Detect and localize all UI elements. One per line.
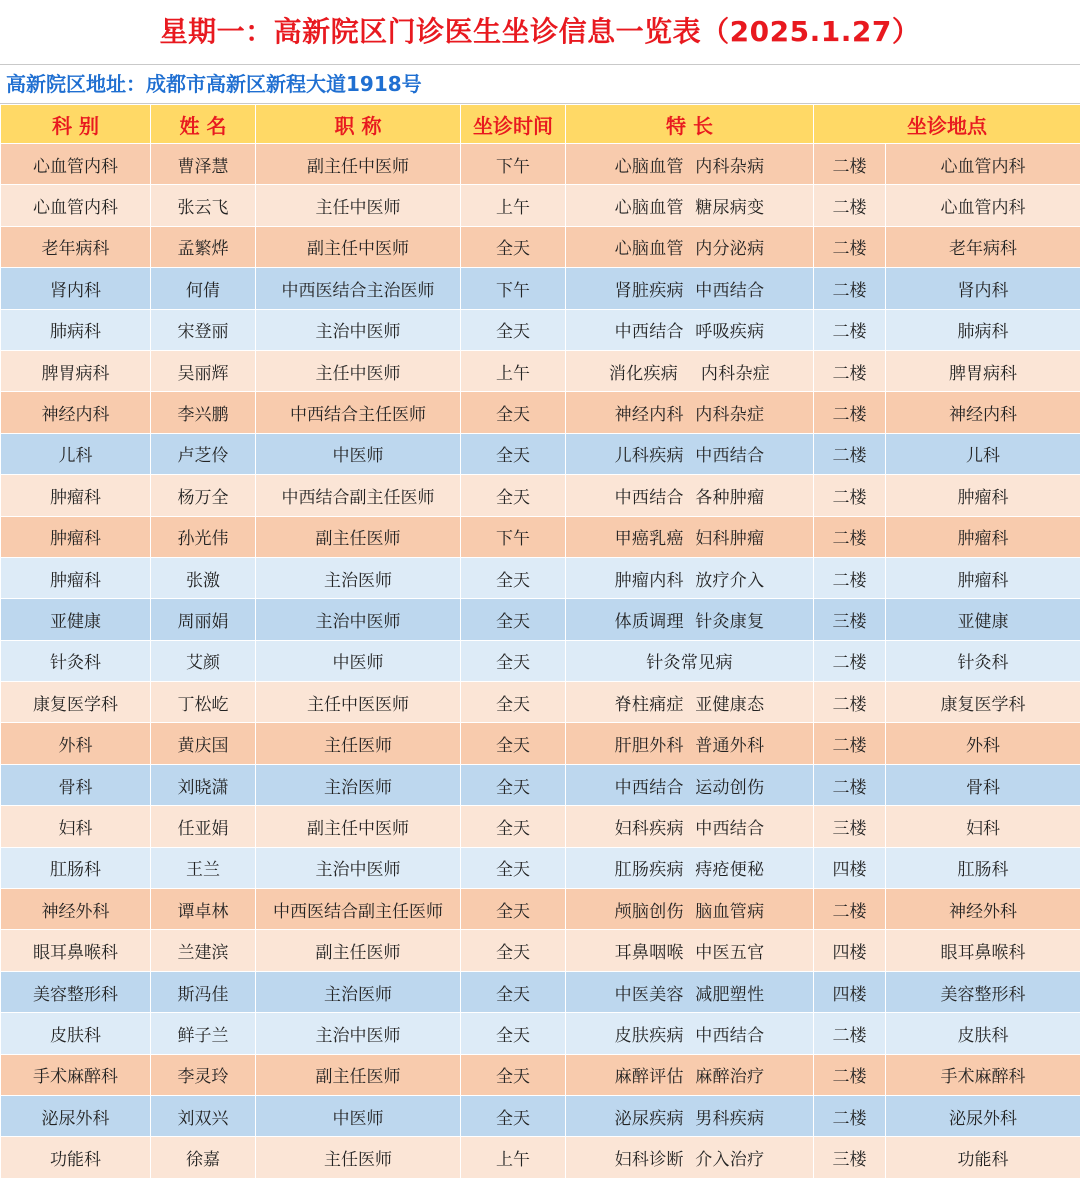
cell-dept: 儿科 xyxy=(1,433,151,474)
table-row xyxy=(1,226,1080,267)
header-title: 职 称 xyxy=(256,105,461,144)
cell-title: 主任中医师 xyxy=(256,185,461,226)
table-row xyxy=(1,1095,1080,1136)
cell-dept: 老年病科 xyxy=(1,226,151,267)
cell-doctor-name: 鲜子兰 xyxy=(151,1013,256,1054)
cell-title: 中医师 xyxy=(256,433,461,474)
cell-doctor-name: 周丽娟 xyxy=(151,599,256,640)
cell-specialty: 肝胆外科 普通外科 xyxy=(566,723,814,764)
cell-doctor-name: 刘双兴 xyxy=(151,1095,256,1136)
cell-doctor-name: 何倩 xyxy=(151,268,256,309)
table-row xyxy=(1,1013,1080,1054)
cell-specialty: 中西结合 各种肿瘤 xyxy=(566,475,814,516)
doctor-schedule-table xyxy=(0,104,1080,1179)
table-row xyxy=(1,764,1080,805)
cell-doctor-name: 孟繁烨 xyxy=(151,226,256,267)
cell-room: 神经外科 xyxy=(886,889,1080,930)
cell-room: 儿科 xyxy=(886,433,1080,474)
cell-dept: 骨科 xyxy=(1,764,151,805)
cell-doctor-name: 谭卓林 xyxy=(151,889,256,930)
cell-specialty: 心脑血管 糖尿病变 xyxy=(566,185,814,226)
cell-specialty: 泌尿疾病 男科疾病 xyxy=(566,1095,814,1136)
header-location: 坐诊地点 xyxy=(814,105,1080,144)
cell-dept: 神经外科 xyxy=(1,889,151,930)
cell-specialty: 中西结合 呼吸疾病 xyxy=(566,309,814,350)
cell-room: 外科 xyxy=(886,723,1080,764)
header-specialty: 特 长 xyxy=(566,105,814,144)
cell-specialty: 妇科诊断 介入治疗 xyxy=(566,1137,814,1178)
cell-room: 肺病科 xyxy=(886,309,1080,350)
cell-dept: 康复医学科 xyxy=(1,682,151,723)
cell-time: 全天 xyxy=(461,226,566,267)
cell-room: 肿瘤科 xyxy=(886,475,1080,516)
cell-title: 主治中医师 xyxy=(256,1013,461,1054)
cell-dept: 功能科 xyxy=(1,1137,151,1178)
cell-time: 全天 xyxy=(461,847,566,888)
cell-title: 主治医师 xyxy=(256,971,461,1012)
cell-room: 皮肤科 xyxy=(886,1013,1080,1054)
cell-room: 肛肠科 xyxy=(886,847,1080,888)
cell-title: 副主任中医师 xyxy=(256,144,461,185)
cell-floor: 二楼 xyxy=(814,185,886,226)
cell-time: 全天 xyxy=(461,640,566,681)
cell-time: 全天 xyxy=(461,392,566,433)
cell-floor: 三楼 xyxy=(814,806,886,847)
cell-title: 副主任中医师 xyxy=(256,806,461,847)
cell-dept: 美容整形科 xyxy=(1,971,151,1012)
table-row xyxy=(1,847,1080,888)
cell-floor: 四楼 xyxy=(814,930,886,971)
cell-title: 副主任医师 xyxy=(256,516,461,557)
cell-room: 康复医学科 xyxy=(886,682,1080,723)
cell-room: 美容整形科 xyxy=(886,971,1080,1012)
table-row xyxy=(1,930,1080,971)
table-row xyxy=(1,682,1080,723)
cell-title: 副主任中医师 xyxy=(256,226,461,267)
cell-floor: 二楼 xyxy=(814,1054,886,1095)
cell-time: 下午 xyxy=(461,268,566,309)
cell-time: 上午 xyxy=(461,350,566,391)
cell-specialty: 耳鼻咽喉 中医五官 xyxy=(566,930,814,971)
cell-specialty: 脊柱痛症 亚健康态 xyxy=(566,682,814,723)
cell-floor: 二楼 xyxy=(814,723,886,764)
cell-room: 妇科 xyxy=(886,806,1080,847)
cell-dept: 心血管内科 xyxy=(1,185,151,226)
cell-doctor-name: 张激 xyxy=(151,557,256,598)
cell-doctor-name: 王兰 xyxy=(151,847,256,888)
cell-doctor-name: 任亚娟 xyxy=(151,806,256,847)
cell-doctor-name: 卢芝伶 xyxy=(151,433,256,474)
cell-room: 老年病科 xyxy=(886,226,1080,267)
table-row xyxy=(1,971,1080,1012)
cell-specialty: 中医美容 减肥塑性 xyxy=(566,971,814,1012)
cell-dept: 针灸科 xyxy=(1,640,151,681)
cell-dept: 亚健康 xyxy=(1,599,151,640)
header-time: 坐诊时间 xyxy=(461,105,566,144)
cell-doctor-name: 黄庆国 xyxy=(151,723,256,764)
cell-time: 全天 xyxy=(461,433,566,474)
cell-time: 全天 xyxy=(461,971,566,1012)
cell-time: 全天 xyxy=(461,599,566,640)
cell-specialty: 心脑血管 内分泌病 xyxy=(566,226,814,267)
cell-room: 脾胃病科 xyxy=(886,350,1080,391)
cell-dept: 眼耳鼻喉科 xyxy=(1,930,151,971)
cell-floor: 二楼 xyxy=(814,640,886,681)
cell-time: 下午 xyxy=(461,516,566,557)
table-row xyxy=(1,268,1080,309)
cell-room: 肿瘤科 xyxy=(886,516,1080,557)
cell-specialty: 体质调理 针灸康复 xyxy=(566,599,814,640)
cell-time: 下午 xyxy=(461,144,566,185)
cell-title: 主任医师 xyxy=(256,1137,461,1178)
cell-dept: 脾胃病科 xyxy=(1,350,151,391)
cell-time: 全天 xyxy=(461,1013,566,1054)
cell-dept: 肿瘤科 xyxy=(1,557,151,598)
table-header-row xyxy=(1,105,1080,144)
cell-floor: 二楼 xyxy=(814,764,886,805)
cell-title: 主治中医师 xyxy=(256,309,461,350)
cell-room: 泌尿外科 xyxy=(886,1095,1080,1136)
cell-time: 全天 xyxy=(461,475,566,516)
cell-specialty: 颅脑创伤 脑血管病 xyxy=(566,889,814,930)
table-row xyxy=(1,516,1080,557)
cell-room: 肾内科 xyxy=(886,268,1080,309)
cell-specialty: 心脑血管 内科杂病 xyxy=(566,144,814,185)
cell-doctor-name: 宋登丽 xyxy=(151,309,256,350)
cell-dept: 肛肠科 xyxy=(1,847,151,888)
table-row xyxy=(1,557,1080,598)
cell-specialty: 妇科疾病 中西结合 xyxy=(566,806,814,847)
table-row xyxy=(1,144,1080,185)
cell-time: 全天 xyxy=(461,309,566,350)
cell-floor: 二楼 xyxy=(814,144,886,185)
table-row xyxy=(1,806,1080,847)
cell-room: 手术麻醉科 xyxy=(886,1054,1080,1095)
cell-floor: 二楼 xyxy=(814,516,886,557)
cell-floor: 二楼 xyxy=(814,433,886,474)
cell-time: 全天 xyxy=(461,806,566,847)
cell-dept: 肿瘤科 xyxy=(1,475,151,516)
cell-specialty: 甲癌乳癌 妇科肿瘤 xyxy=(566,516,814,557)
cell-doctor-name: 李灵玲 xyxy=(151,1054,256,1095)
cell-floor: 二楼 xyxy=(814,309,886,350)
cell-room: 神经内科 xyxy=(886,392,1080,433)
cell-doctor-name: 刘晓潇 xyxy=(151,764,256,805)
cell-room: 肿瘤科 xyxy=(886,557,1080,598)
table-row xyxy=(1,1054,1080,1095)
cell-specialty: 肛肠疾病 痔疮便秘 xyxy=(566,847,814,888)
table-row xyxy=(1,392,1080,433)
cell-doctor-name: 杨万全 xyxy=(151,475,256,516)
cell-room: 针灸科 xyxy=(886,640,1080,681)
cell-dept: 皮肤科 xyxy=(1,1013,151,1054)
cell-doctor-name: 斯冯佳 xyxy=(151,971,256,1012)
cell-specialty: 针灸常见病 xyxy=(566,640,814,681)
cell-floor: 二楼 xyxy=(814,268,886,309)
cell-dept: 心血管内科 xyxy=(1,144,151,185)
table-row xyxy=(1,350,1080,391)
page-title: 星期一：高新院区门诊医生坐诊信息一览表（2025.1.27） xyxy=(0,0,1080,65)
cell-doctor-name: 徐嘉 xyxy=(151,1137,256,1178)
cell-dept: 肺病科 xyxy=(1,309,151,350)
cell-room: 心血管内科 xyxy=(886,144,1080,185)
cell-specialty: 儿科疾病 中西结合 xyxy=(566,433,814,474)
header-dept: 科 别 xyxy=(1,105,151,144)
cell-title: 中医师 xyxy=(256,640,461,681)
cell-title: 副主任医师 xyxy=(256,1054,461,1095)
cell-title: 主任中医医师 xyxy=(256,682,461,723)
cell-time: 全天 xyxy=(461,1054,566,1095)
cell-specialty: 中西结合 运动创伤 xyxy=(566,764,814,805)
cell-specialty: 皮肤疾病 中西结合 xyxy=(566,1013,814,1054)
cell-floor: 二楼 xyxy=(814,1013,886,1054)
cell-time: 上午 xyxy=(461,1137,566,1178)
table-row xyxy=(1,723,1080,764)
cell-title: 主治中医师 xyxy=(256,599,461,640)
cell-floor: 二楼 xyxy=(814,1095,886,1136)
cell-floor: 二楼 xyxy=(814,557,886,598)
cell-time: 全天 xyxy=(461,723,566,764)
cell-specialty: 消化疾病 内科杂症 xyxy=(566,350,814,391)
cell-floor: 二楼 xyxy=(814,682,886,723)
cell-floor: 三楼 xyxy=(814,1137,886,1178)
table-row xyxy=(1,1137,1080,1178)
table-row xyxy=(1,185,1080,226)
cell-time: 全天 xyxy=(461,930,566,971)
table-row xyxy=(1,309,1080,350)
cell-dept: 泌尿外科 xyxy=(1,1095,151,1136)
cell-doctor-name: 丁松屹 xyxy=(151,682,256,723)
cell-doctor-name: 吴丽辉 xyxy=(151,350,256,391)
cell-title: 中西医结合主治医师 xyxy=(256,268,461,309)
cell-title: 副主任医师 xyxy=(256,930,461,971)
cell-time: 上午 xyxy=(461,185,566,226)
cell-floor: 二楼 xyxy=(814,226,886,267)
cell-room: 心血管内科 xyxy=(886,185,1080,226)
cell-title: 中西医结合副主任医师 xyxy=(256,889,461,930)
cell-room: 亚健康 xyxy=(886,599,1080,640)
cell-specialty: 肿瘤内科 放疗介入 xyxy=(566,557,814,598)
cell-floor: 二楼 xyxy=(814,392,886,433)
cell-title: 中医师 xyxy=(256,1095,461,1136)
table-row xyxy=(1,475,1080,516)
cell-specialty: 麻醉评估 麻醉治疗 xyxy=(566,1054,814,1095)
cell-title: 主治中医师 xyxy=(256,847,461,888)
cell-floor: 四楼 xyxy=(814,847,886,888)
cell-time: 全天 xyxy=(461,557,566,598)
cell-specialty: 神经内科 内科杂症 xyxy=(566,392,814,433)
cell-room: 骨科 xyxy=(886,764,1080,805)
cell-title: 主治医师 xyxy=(256,557,461,598)
table-row xyxy=(1,889,1080,930)
cell-dept: 肿瘤科 xyxy=(1,516,151,557)
cell-floor: 二楼 xyxy=(814,889,886,930)
cell-room: 眼耳鼻喉科 xyxy=(886,930,1080,971)
cell-time: 全天 xyxy=(461,1095,566,1136)
cell-time: 全天 xyxy=(461,764,566,805)
cell-dept: 神经内科 xyxy=(1,392,151,433)
table-row xyxy=(1,433,1080,474)
cell-doctor-name: 李兴鹏 xyxy=(151,392,256,433)
header-name: 姓 名 xyxy=(151,105,256,144)
cell-time: 全天 xyxy=(461,682,566,723)
cell-dept: 妇科 xyxy=(1,806,151,847)
cell-title: 主任中医师 xyxy=(256,350,461,391)
cell-time: 全天 xyxy=(461,889,566,930)
cell-doctor-name: 艾颜 xyxy=(151,640,256,681)
cell-floor: 二楼 xyxy=(814,350,886,391)
cell-doctor-name: 兰建滨 xyxy=(151,930,256,971)
cell-floor: 二楼 xyxy=(814,475,886,516)
cell-dept: 外科 xyxy=(1,723,151,764)
table-body xyxy=(1,144,1080,1179)
cell-doctor-name: 张云飞 xyxy=(151,185,256,226)
cell-floor: 三楼 xyxy=(814,599,886,640)
cell-dept: 手术麻醉科 xyxy=(1,1054,151,1095)
table-row xyxy=(1,640,1080,681)
cell-title: 主治医师 xyxy=(256,764,461,805)
cell-dept: 肾内科 xyxy=(1,268,151,309)
cell-room: 功能科 xyxy=(886,1137,1080,1178)
cell-title: 中西结合主任医师 xyxy=(256,392,461,433)
cell-floor: 四楼 xyxy=(814,971,886,1012)
campus-address: 高新院区地址：成都市高新区新程大道1918号 xyxy=(0,65,1080,104)
cell-title: 主任医师 xyxy=(256,723,461,764)
cell-doctor-name: 孙光伟 xyxy=(151,516,256,557)
cell-title: 中西结合副主任医师 xyxy=(256,475,461,516)
cell-doctor-name: 曹泽慧 xyxy=(151,144,256,185)
table-row xyxy=(1,599,1080,640)
cell-specialty: 肾脏疾病 中西结合 xyxy=(566,268,814,309)
